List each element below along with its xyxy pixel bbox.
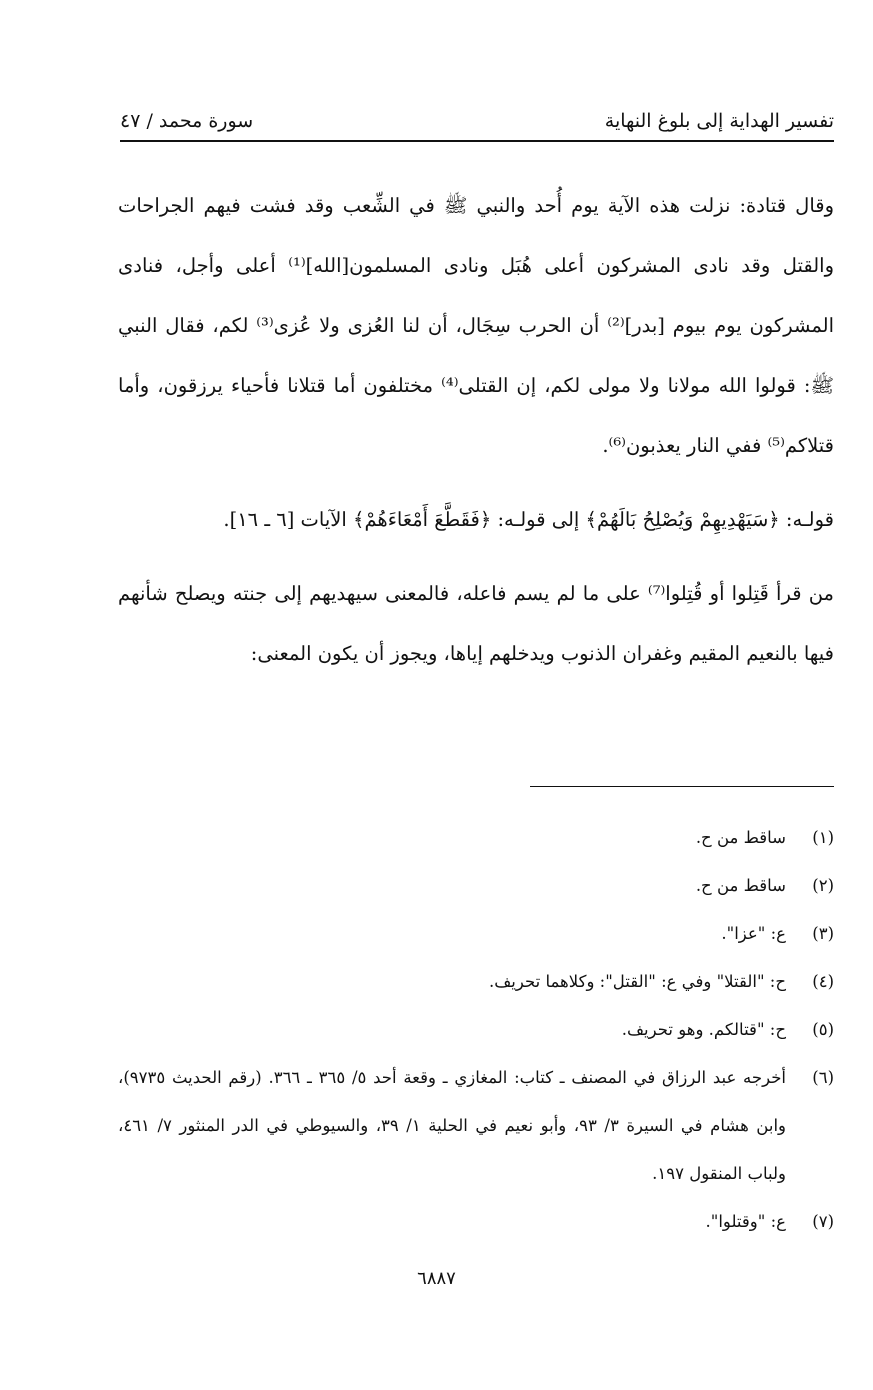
footnote-item xyxy=(118,862,834,910)
footnote-item xyxy=(118,814,834,862)
footnotes xyxy=(118,814,834,1246)
page-header xyxy=(120,98,834,132)
page-number: ٦٨٨٧ xyxy=(417,1268,456,1289)
footnote-item xyxy=(118,1054,834,1198)
footnote-text: ع: "وقتلوا". xyxy=(705,1212,786,1231)
footnote-text: ساقط من ح. xyxy=(695,828,786,847)
footnote-item xyxy=(118,910,834,958)
book-title: تفسير الهداية إلى بلوغ النهاية xyxy=(604,110,834,132)
footnote-item xyxy=(118,1006,834,1054)
paragraph-1: وقال قتادة: نزلت هذه الآية يوم أُحد والنبي ﷺ في الشِّعب وقد فشت فيهم الجراحات والقتل وقد نادى المشركون أعلى هُبَل ونادى المسلمون[الله]⁽¹⁾ أعلى وأجل، فنادى المشركون يوم بيوم [بدر]⁽²⁾ أن الحرب سِجَال، أن لنا العُزى ولا عُزى⁽³⁾ لكم، فقال النبي ﷺ: قولوا الله مولانا ولا مولى لكم، إن القتلى⁽⁴⁾ مختلفون أما قتلانا فأحياء يرزقون، وأما قتلاكم⁽⁵⁾ ففي النار يعذبون⁽⁶⁾. xyxy=(118,194,834,457)
main-text xyxy=(118,176,834,684)
footnote-number: (١) xyxy=(812,828,834,847)
paragraph-2: قولـه: ﴿سَيَهْدِيهِمْ وَيُصْلِحُ بَالَهُمْ﴾ إلى قولـه: ﴿فَقَطَّعَ أَمْعَاءَهُمْ﴾ الآيات [٦ ـ ١٦]. xyxy=(223,508,834,531)
header-rule xyxy=(120,140,834,142)
footnote-text: ساقط من ح. xyxy=(695,876,786,895)
footnote-text: ح: "قتالكم. وهو تحريف. xyxy=(621,1020,786,1039)
footnote-number: (٥) xyxy=(812,1020,834,1039)
footnote-item xyxy=(118,958,834,1006)
footnote-number: (٧) xyxy=(812,1212,834,1231)
footnote-rule xyxy=(530,786,834,787)
footnote-number: (٤) xyxy=(812,972,834,991)
footnote-text: أخرجه عبد الرزاق في المصنف ـ كتاب: المغازي ـ وقعة أحد ٥/ ٣٦٥ ـ ٣٦٦. (رقم الحديث ٩٧٣٥)، وابن هشام في السيرة ٣/ ٩٣، وأبو نعيم في الحلية ١/ ٣٩، والسيوطي في الدر المنثور ٧/ ٤٦١، ولباب المنقول ١٩٧. xyxy=(118,1068,786,1183)
footnote-text: ح: "القتلا" وفي ع: "القتل": وكلاهما تحريف. xyxy=(488,972,786,991)
footnote-text: ع: "عزا". xyxy=(721,924,786,943)
footnote-item xyxy=(118,1198,834,1246)
footnote-number: (٦) xyxy=(812,1068,834,1087)
paragraph-3: من قرأ قَتِلوا أو قُتِلوا⁽⁷⁾ على ما لم يسم فاعله، فالمعنى سيهديهم إلى جنته ويصلح شأنهم فيها بالنعيم المقيم وغفران الذنوب ويدخلهم إياها، ويجوز أن يكون المعنى: xyxy=(118,582,835,665)
surah-page-label: سورة محمد / ٤٧ xyxy=(120,110,254,132)
footnote-number: (٣) xyxy=(812,924,834,943)
footnote-number: (٢) xyxy=(812,876,834,895)
